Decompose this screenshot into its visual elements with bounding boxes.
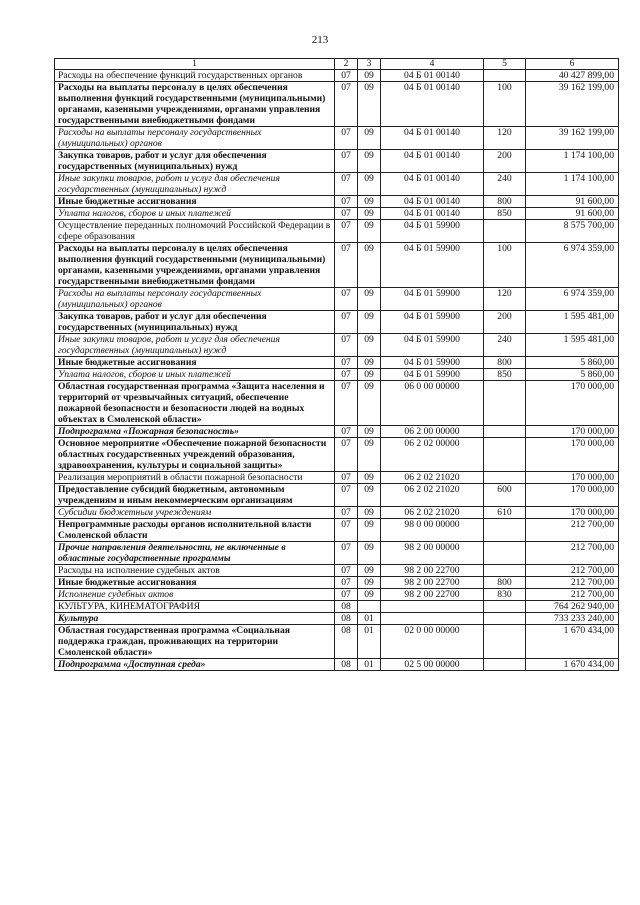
row-amount: 39 162 199,00 [526, 82, 619, 127]
row-section: 07 [335, 381, 358, 426]
row-target-article: 98 2 00 00000 [381, 542, 484, 565]
row-expense-type: 830 [484, 589, 526, 601]
row-target-article [381, 613, 484, 625]
table-row [55, 334, 619, 357]
row-section: 07 [335, 369, 358, 381]
row-section: 07 [335, 507, 358, 519]
row-subsection: 09 [358, 519, 381, 542]
row-name: Культура [55, 613, 335, 625]
row-target-article: 04 Б 01 00140 [381, 82, 484, 127]
row-target-article: 04 Б 01 00140 [381, 70, 484, 82]
row-subsection: 09 [358, 208, 381, 220]
row-expense-type: 120 [484, 127, 526, 150]
row-amount: 6 974 359,00 [526, 243, 619, 288]
row-name: Подпрограмма «Доступная среда» [55, 659, 335, 671]
row-name: Осуществление переданных полномочий Российской Федерации в сфере образования [55, 220, 335, 243]
row-name: Иные бюджетные ассигнования [55, 196, 335, 208]
row-subsection: 09 [358, 565, 381, 577]
row-amount: 5 860,00 [526, 369, 619, 381]
row-amount: 170 000,00 [526, 381, 619, 426]
row-subsection: 09 [358, 127, 381, 150]
row-target-article: 06 2 02 21020 [381, 472, 484, 484]
row-subsection: 09 [358, 243, 381, 288]
row-target-article: 04 Б 01 00140 [381, 173, 484, 196]
row-amount: 212 700,00 [526, 542, 619, 565]
row-name: Закупка товаров, работ и услуг для обеспечения государственных (муниципальных) нужд [55, 150, 335, 173]
row-name: Областная государственная программа «Защита населения и территорий от чрезвычайных ситуаций, обеспечение пожарной безопасности и безопасности людей на водных объектах в Смоленской области» [55, 381, 335, 426]
column-header: 4 [381, 59, 484, 70]
row-section: 07 [335, 196, 358, 208]
row-target-article: 04 Б 01 59900 [381, 357, 484, 369]
row-section: 07 [335, 472, 358, 484]
row-target-article: 04 Б 01 59900 [381, 311, 484, 334]
row-amount: 1 595 481,00 [526, 334, 619, 357]
row-amount: 733 233 240,00 [526, 613, 619, 625]
row-subsection: 09 [358, 70, 381, 82]
row-name: Предоставление субсидий бюджетным, автономным учреждениям и иным некоммерческим организациям [55, 484, 335, 507]
row-target-article: 06 2 02 00000 [381, 438, 484, 472]
row-expense-type [484, 438, 526, 472]
column-header: 6 [526, 59, 619, 70]
row-section: 07 [335, 127, 358, 150]
row-target-article: 02 5 00 00000 [381, 659, 484, 671]
row-amount: 170 000,00 [526, 472, 619, 484]
table-row [55, 82, 619, 127]
row-section: 07 [335, 577, 358, 589]
row-section: 07 [335, 542, 358, 565]
row-subsection: 09 [358, 484, 381, 507]
row-expense-type: 800 [484, 357, 526, 369]
row-target-article: 98 2 00 22700 [381, 565, 484, 577]
table-row [55, 150, 619, 173]
row-name: Непрограммные расходы органов исполнительной власти Смоленской области [55, 519, 335, 542]
row-expense-type [484, 659, 526, 671]
table-row [55, 173, 619, 196]
row-target-article: 04 Б 01 59900 [381, 288, 484, 311]
table-row [55, 220, 619, 243]
row-subsection: 09 [358, 369, 381, 381]
row-target-article: 04 Б 01 59900 [381, 334, 484, 357]
row-expense-type [484, 613, 526, 625]
row-target-article: 06 0 00 00000 [381, 381, 484, 426]
row-target-article: 04 Б 01 59900 [381, 243, 484, 288]
row-target-article: 02 0 00 00000 [381, 625, 484, 659]
table-row [55, 542, 619, 565]
row-target-article: 04 Б 01 00140 [381, 208, 484, 220]
row-amount: 91 600,00 [526, 196, 619, 208]
row-subsection: 09 [358, 589, 381, 601]
row-expense-type [484, 565, 526, 577]
column-header: 5 [484, 59, 526, 70]
row-target-article: 04 Б 01 00140 [381, 150, 484, 173]
table-row [55, 196, 619, 208]
row-amount: 8 575 700,00 [526, 220, 619, 243]
row-amount: 91 600,00 [526, 208, 619, 220]
table-row [55, 613, 619, 625]
row-amount: 212 700,00 [526, 519, 619, 542]
row-amount: 170 000,00 [526, 507, 619, 519]
row-amount: 764 262 940,00 [526, 601, 619, 613]
table-row [55, 369, 619, 381]
row-expense-type: 120 [484, 288, 526, 311]
table-row [55, 507, 619, 519]
row-subsection: 09 [358, 220, 381, 243]
row-expense-type: 200 [484, 150, 526, 173]
row-section: 07 [335, 208, 358, 220]
row-expense-type [484, 519, 526, 542]
row-section: 07 [335, 519, 358, 542]
row-section: 07 [335, 220, 358, 243]
row-amount: 1 670 434,00 [526, 625, 619, 659]
row-subsection: 09 [358, 542, 381, 565]
row-name: Расходы на выплаты персоналу в целях обеспечения выполнения функций государственными (муниципальными) органами, казенными учреждениями, органами управления государственными внебюджетными фондами [55, 243, 335, 288]
row-amount: 1 174 100,00 [526, 173, 619, 196]
row-target-article: 98 2 00 22700 [381, 577, 484, 589]
row-name: Субсидии бюджетным учреждениям [55, 507, 335, 519]
row-expense-type [484, 70, 526, 82]
row-section: 07 [335, 82, 358, 127]
table-row [55, 519, 619, 542]
table-row [55, 625, 619, 659]
row-name: Расходы на выплаты персоналу государственных (муниципальных) органов [55, 127, 335, 150]
row-amount: 6 974 359,00 [526, 288, 619, 311]
row-expense-type [484, 426, 526, 438]
row-section: 07 [335, 357, 358, 369]
row-name: Исполнение судебных актов [55, 589, 335, 601]
row-subsection: 09 [358, 288, 381, 311]
row-subsection [358, 601, 381, 613]
row-expense-type: 240 [484, 173, 526, 196]
row-section: 07 [335, 484, 358, 507]
row-expense-type [484, 472, 526, 484]
row-amount: 39 162 199,00 [526, 127, 619, 150]
budget-table [54, 58, 619, 671]
row-name: Уплата налогов, сборов и иных платежей [55, 369, 335, 381]
row-subsection: 09 [358, 150, 381, 173]
row-expense-type [484, 601, 526, 613]
row-section: 08 [335, 659, 358, 671]
column-header: 2 [335, 59, 358, 70]
table-row [55, 438, 619, 472]
row-target-article: 06 2 02 21020 [381, 507, 484, 519]
row-expense-type: 200 [484, 311, 526, 334]
row-subsection: 09 [358, 311, 381, 334]
row-section: 07 [335, 173, 358, 196]
row-amount: 1 670 434,00 [526, 659, 619, 671]
row-target-article: 06 2 00 00000 [381, 426, 484, 438]
row-subsection: 09 [358, 173, 381, 196]
row-section: 07 [335, 565, 358, 577]
row-section: 07 [335, 438, 358, 472]
row-subsection: 09 [358, 577, 381, 589]
table-row [55, 127, 619, 150]
table-row [55, 484, 619, 507]
row-name: КУЛЬТУРА, КИНЕМАТОГРАФИЯ [55, 601, 335, 613]
row-name: Областная государственная программа «Социальная поддержка граждан, проживающих на территории Смоленской области» [55, 625, 335, 659]
table-row [55, 208, 619, 220]
row-expense-type: 240 [484, 334, 526, 357]
row-amount: 1 595 481,00 [526, 311, 619, 334]
table-row [55, 659, 619, 671]
row-section: 08 [335, 625, 358, 659]
row-expense-type: 800 [484, 196, 526, 208]
row-section: 08 [335, 613, 358, 625]
page-number: 213 [311, 34, 329, 46]
row-subsection: 09 [358, 357, 381, 369]
row-amount: 5 860,00 [526, 357, 619, 369]
row-name: Закупка товаров, работ и услуг для обеспечения государственных (муниципальных) нужд [55, 311, 335, 334]
row-name: Расходы на выплаты персоналу в целях обеспечения выполнения функций государственными (муниципальными) органами, казенными учреждениями, органами управления государственными внебюджетными фондами [55, 82, 335, 127]
row-section: 08 [335, 601, 358, 613]
row-amount: 170 000,00 [526, 484, 619, 507]
header-row [55, 59, 619, 70]
row-name: Расходы на выплаты персоналу государственных (муниципальных) органов [55, 288, 335, 311]
row-name: Расходы на обеспечение функций государственных органов [55, 70, 335, 82]
table-row [55, 577, 619, 589]
row-amount: 170 000,00 [526, 426, 619, 438]
row-amount: 1 174 100,00 [526, 150, 619, 173]
row-amount: 170 000,00 [526, 438, 619, 472]
row-name: Уплата налогов, сборов и иных платежей [55, 208, 335, 220]
row-subsection: 09 [358, 82, 381, 127]
row-section: 07 [335, 243, 358, 288]
row-amount: 212 700,00 [526, 565, 619, 577]
row-subsection: 09 [358, 196, 381, 208]
row-subsection: 01 [358, 659, 381, 671]
row-subsection: 01 [358, 625, 381, 659]
row-section: 07 [335, 70, 358, 82]
row-expense-type [484, 381, 526, 426]
table-row [55, 589, 619, 601]
row-expense-type [484, 625, 526, 659]
row-name: Иные бюджетные ассигнования [55, 577, 335, 589]
row-subsection: 09 [358, 426, 381, 438]
row-name: Прочие направления деятельности, не включенные в областные государственные программы [55, 542, 335, 565]
row-expense-type: 800 [484, 577, 526, 589]
row-amount: 212 700,00 [526, 589, 619, 601]
table-row [55, 70, 619, 82]
table-row [55, 288, 619, 311]
row-expense-type [484, 220, 526, 243]
row-name: Иные бюджетные ассигнования [55, 357, 335, 369]
row-target-article: 98 2 00 22700 [381, 589, 484, 601]
row-subsection: 09 [358, 381, 381, 426]
row-section: 07 [335, 589, 358, 601]
row-subsection: 01 [358, 613, 381, 625]
row-expense-type [484, 542, 526, 565]
row-expense-type: 100 [484, 82, 526, 127]
row-name: Подпрограмма «Пожарная безопасность» [55, 426, 335, 438]
row-section: 07 [335, 334, 358, 357]
row-section: 07 [335, 150, 358, 173]
table-row [55, 601, 619, 613]
row-name: Иные закупки товаров, работ и услуг для обеспечения государственных (муниципальных) нужд [55, 334, 335, 357]
column-header: 3 [358, 59, 381, 70]
table-row [55, 311, 619, 334]
row-expense-type: 100 [484, 243, 526, 288]
row-amount: 212 700,00 [526, 577, 619, 589]
table-row [55, 426, 619, 438]
row-target-article: 04 Б 01 59900 [381, 220, 484, 243]
table-row [55, 565, 619, 577]
row-subsection: 09 [358, 507, 381, 519]
row-target-article: 06 2 02 21020 [381, 484, 484, 507]
row-target-article: 98 0 00 00000 [381, 519, 484, 542]
row-subsection: 09 [358, 334, 381, 357]
row-target-article: 04 Б 01 00140 [381, 127, 484, 150]
row-subsection: 09 [358, 438, 381, 472]
table-row [55, 472, 619, 484]
row-name: Расходы на исполнение судебных актов [55, 565, 335, 577]
row-amount: 40 427 899,00 [526, 70, 619, 82]
table-row [55, 243, 619, 288]
row-subsection: 09 [358, 472, 381, 484]
row-expense-type: 850 [484, 369, 526, 381]
table-row [55, 357, 619, 369]
row-expense-type: 610 [484, 507, 526, 519]
row-section: 07 [335, 288, 358, 311]
row-section: 07 [335, 311, 358, 334]
row-expense-type: 850 [484, 208, 526, 220]
table-row [55, 381, 619, 426]
row-name: Иные закупки товаров, работ и услуг для обеспечения государственных (муниципальных) нужд [55, 173, 335, 196]
row-name: Реализация мероприятий в области пожарной безопасности [55, 472, 335, 484]
row-target-article [381, 601, 484, 613]
column-header: 1 [55, 59, 335, 70]
row-target-article: 04 Б 01 00140 [381, 196, 484, 208]
row-section: 07 [335, 426, 358, 438]
row-expense-type: 600 [484, 484, 526, 507]
row-target-article: 04 Б 01 59900 [381, 369, 484, 381]
row-name: Основное мероприятие «Обеспечение пожарной безопасности областных государственных учреждений образования, здравоохранения, культуры и социальной защиты» [55, 438, 335, 472]
